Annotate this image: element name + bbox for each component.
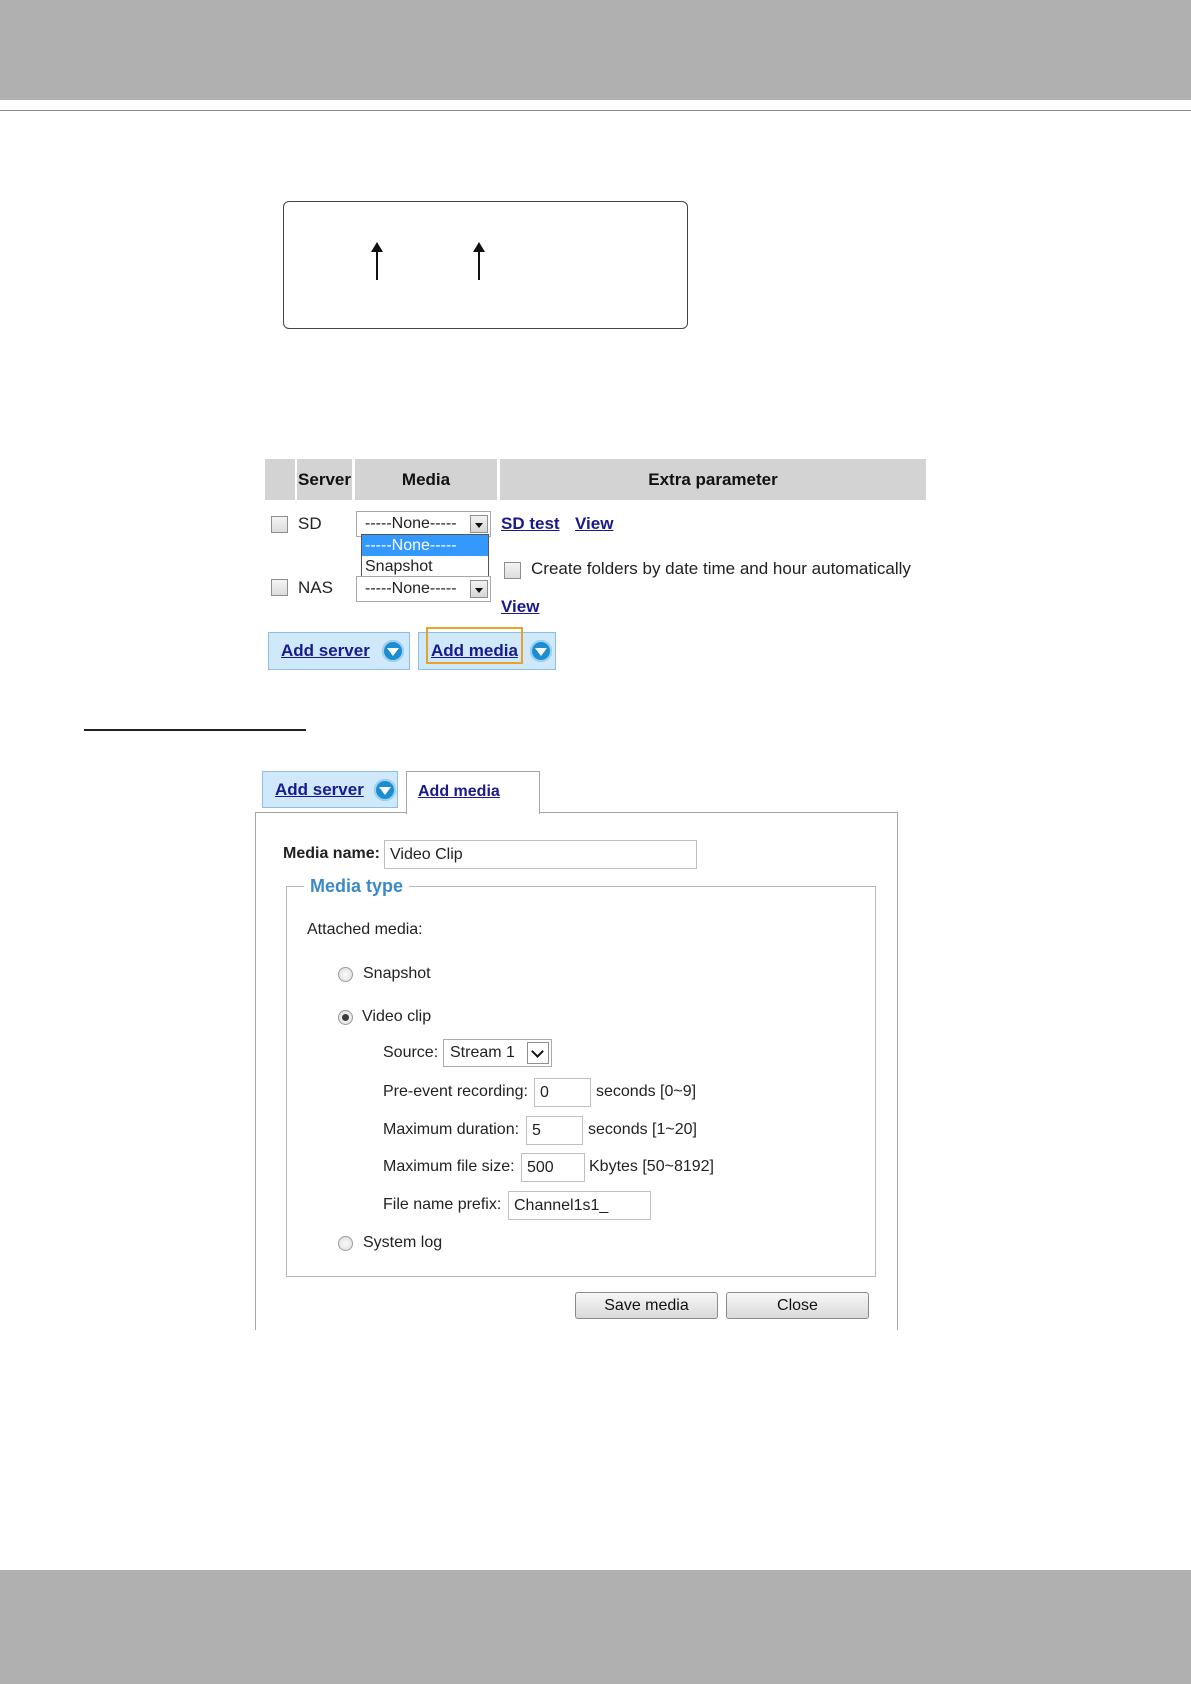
system-log-radio-label[interactable]: System log — [363, 1234, 443, 1251]
add-server-button[interactable] — [268, 632, 410, 670]
nas-checkbox[interactable] — [271, 579, 288, 596]
source-select-value: Stream 1 — [450, 1044, 515, 1061]
video-clip-radio[interactable] — [338, 1010, 353, 1025]
max-file-size-unit: Kbytes [50~8192] — [589, 1158, 714, 1175]
sd-media-select-value: -----None----- — [365, 515, 457, 532]
footer-band — [0, 1570, 1191, 1684]
chevron-down-icon[interactable] — [470, 515, 488, 533]
system-log-radio[interactable] — [338, 1236, 353, 1251]
pre-event-unit: seconds [0~9] — [596, 1083, 697, 1100]
sd-test-link[interactable]: SD test — [501, 514, 560, 533]
close-button[interactable]: Close — [726, 1292, 869, 1319]
add-media-label[interactable]: Add media — [431, 641, 518, 660]
nas-media-select[interactable] — [356, 576, 491, 602]
dropdown-option-snapshot[interactable]: Snapshot — [365, 558, 433, 575]
max-file-size-input[interactable]: 500 — [521, 1153, 585, 1182]
chevron-down-icon[interactable] — [527, 1042, 549, 1064]
create-folders-checkbox[interactable] — [504, 562, 521, 579]
expand-down-icon[interactable] — [530, 640, 552, 662]
media-name-input[interactable]: Video Clip — [384, 840, 697, 869]
add-media-highlight — [426, 627, 523, 664]
source-label: Source: — [383, 1044, 439, 1061]
section-underline — [84, 729, 306, 731]
arrow-callout-box — [283, 201, 688, 329]
table-header-extra: Extra parameter — [500, 459, 926, 500]
arrow-up-icon — [376, 248, 378, 280]
media-name-label: Media name: — [283, 845, 380, 862]
tab-add-media[interactable] — [406, 771, 540, 814]
expand-down-icon[interactable] — [382, 640, 404, 662]
attached-media-label: Attached media: — [307, 921, 423, 938]
server-label-sd: SD — [298, 514, 322, 533]
media-type-legend: Media type — [304, 876, 409, 897]
tab-add-server-label[interactable]: Add server — [275, 779, 364, 799]
snapshot-radio[interactable] — [338, 967, 353, 982]
file-prefix-input[interactable]: Channel1s1_ — [508, 1191, 651, 1220]
expand-down-icon[interactable] — [374, 779, 396, 801]
max-duration-unit: seconds [1~20] — [588, 1121, 697, 1138]
max-duration-input[interactable]: 5 — [526, 1116, 583, 1145]
media-dropdown-list[interactable] — [361, 534, 489, 579]
add-server-label[interactable]: Add server — [281, 641, 370, 660]
table-header-server: Server — [297, 459, 352, 500]
snapshot-radio-label[interactable]: Snapshot — [363, 965, 431, 982]
table-header-blank — [265, 459, 295, 500]
arrow-up-icon — [478, 248, 480, 280]
dropdown-option-none[interactable]: -----None----- — [362, 535, 488, 556]
header-rule — [0, 110, 1191, 111]
header-band — [0, 0, 1191, 100]
create-folders-label: Create folders by date time and hour automatically — [531, 559, 911, 578]
file-prefix-label: File name prefix: — [383, 1196, 502, 1213]
pre-event-input[interactable]: 0 — [534, 1078, 591, 1107]
table-header-media: Media — [355, 459, 497, 500]
tab-add-server[interactable] — [262, 771, 398, 808]
pre-event-label: Pre-event recording: — [383, 1083, 528, 1100]
video-clip-radio-label[interactable]: Video clip — [362, 1008, 432, 1025]
sd-checkbox[interactable] — [271, 516, 288, 533]
nas-media-select-value: -----None----- — [365, 580, 457, 597]
tab-add-media-label[interactable]: Add media — [418, 783, 500, 800]
max-duration-label: Maximum duration: — [383, 1121, 520, 1138]
max-file-size-label: Maximum file size: — [383, 1158, 515, 1175]
save-media-button[interactable]: Save media — [575, 1292, 718, 1319]
chevron-down-icon[interactable] — [470, 580, 488, 598]
nas-view-link[interactable]: View — [501, 597, 540, 616]
source-select[interactable] — [443, 1039, 552, 1067]
sd-view-link[interactable]: View — [575, 514, 614, 533]
server-label-nas: NAS — [298, 578, 333, 597]
